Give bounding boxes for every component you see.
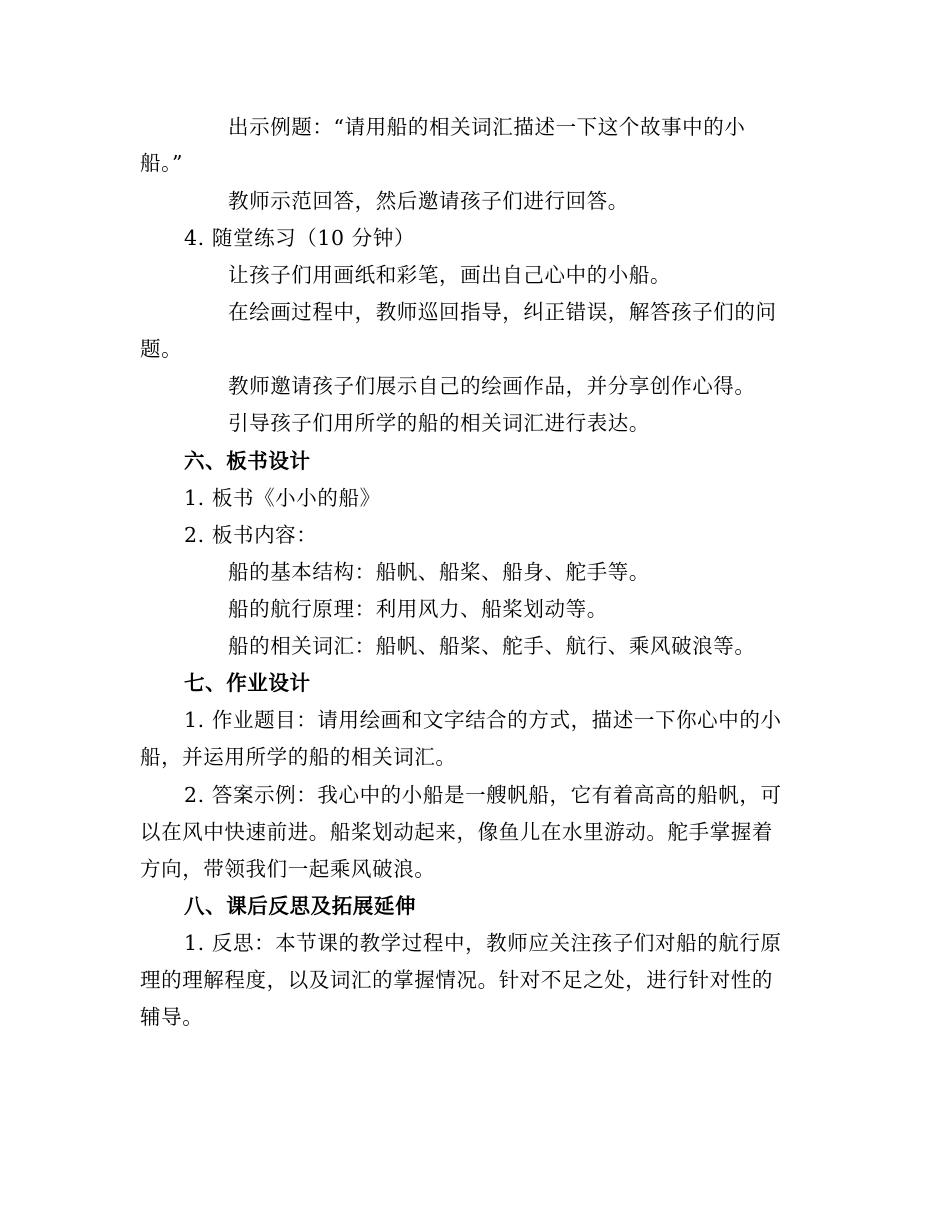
practice-line-2-cont: 题。 [140, 337, 183, 361]
teacher-demo-line: 教师示范回答，然后邀请孩子们进行回答。 [228, 189, 629, 213]
homework-item-1-line-1: 1. 作业题目：请用绘画和文字结合的方式，描述一下你心中的小 [184, 708, 782, 732]
practice-line-1: 让孩子们用画纸和彩笔，画出自己心中的小船。 [228, 263, 672, 287]
practice-line-4: 引导孩子们用所学的船的相关词汇进行表达。 [228, 411, 650, 435]
practice-line-2: 在绘画过程中，教师巡回指导，纠正错误，解答孩子们的问 [228, 300, 777, 324]
homework-item-2-line-3: 方向，带领我们一起乘风破浪。 [140, 857, 436, 881]
homework-item-2-line-2: 以在风中快速前进。船桨划动起来，像鱼儿在水里游动。舵手掌握着 [140, 820, 773, 844]
board-item-2: 2. 板书内容： [184, 523, 318, 547]
board-vocabulary-line: 船的相关词汇：船帆、船桨、舵手、航行、乘风破浪等。 [228, 634, 756, 658]
reflection-line-1: 1. 反思：本节课的教学过程中，教师应关注孩子们对船的航行原 [184, 931, 782, 955]
homework-item-1-line-2: 船，并运用所学的船的相关词汇。 [140, 745, 457, 769]
example-question-line-2: 船。” [140, 151, 184, 175]
reflection-line-2: 理的理解程度，以及词汇的掌握情况。针对不足之处，进行针对性的 [140, 968, 773, 992]
section-heading-homework: 七、作业设计 [184, 671, 311, 695]
board-principle-line: 船的航行原理：利用风力、船桨划动等。 [228, 597, 608, 621]
example-question-line-1: 出示例题：“请用船的相关词汇描述一下这个故事中的小 [228, 115, 746, 139]
homework-item-2-line-1: 2. 答案示例：我心中的小船是一艘帆船，它有着高高的船帆，可 [184, 783, 782, 807]
practice-item-title: 4. 随堂练习（10 分钟） [184, 226, 416, 250]
practice-line-3: 教师邀请孩子们展示自己的绘画作品，并分享创作心得。 [228, 374, 756, 398]
section-heading-reflection: 八、课后反思及拓展延伸 [184, 894, 417, 918]
reflection-line-3: 辅导。 [140, 1005, 204, 1029]
board-structure-line: 船的基本结构：船帆、船桨、船身、舵手等。 [228, 560, 650, 584]
board-item-1: 1. 板书《小小的船》 [184, 486, 381, 510]
section-heading-board-design: 六、板书设计 [184, 449, 311, 473]
